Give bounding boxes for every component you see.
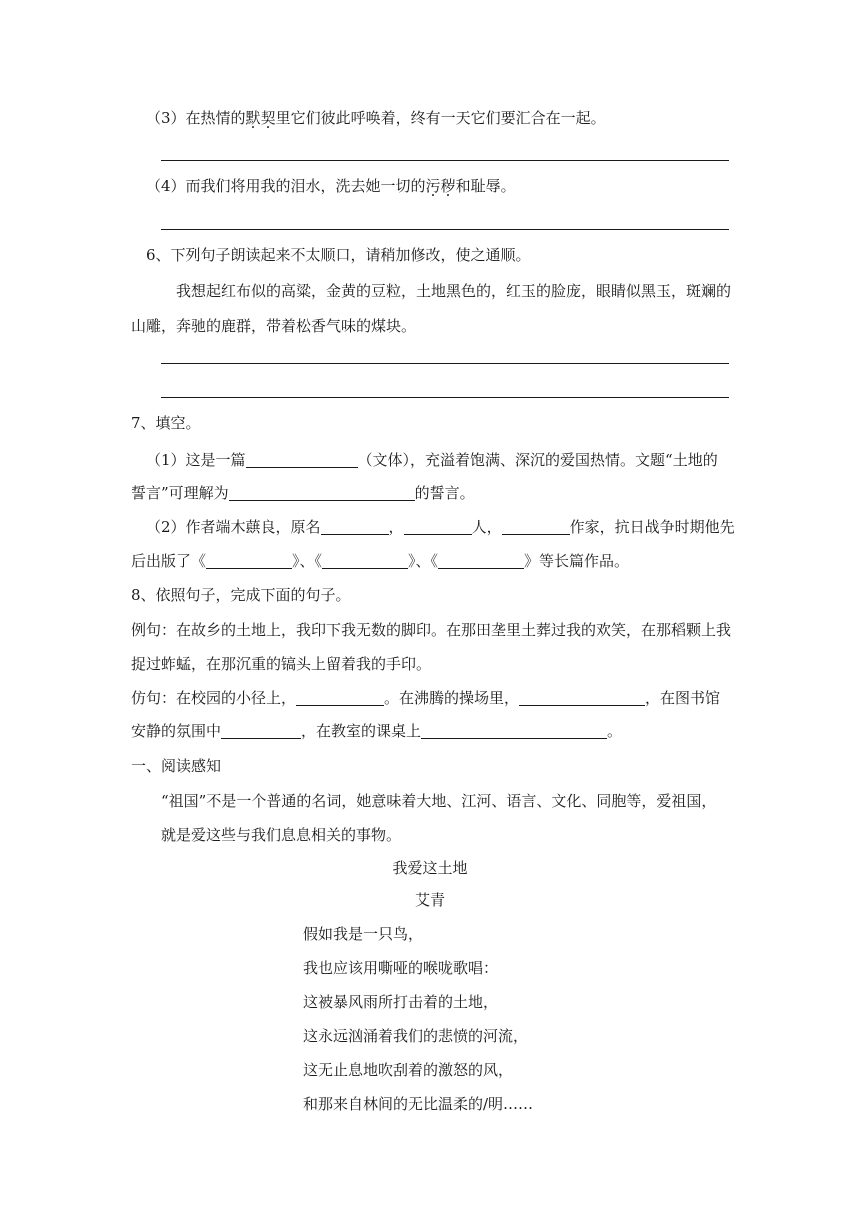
text: 》、《 bbox=[408, 552, 439, 570]
text: 》、《 bbox=[292, 552, 323, 570]
poem-line: 我也应该用嘶哑的喉咙歌唱： bbox=[303, 959, 499, 977]
blank[interactable] bbox=[421, 722, 607, 739]
q8-title: 8、依照句子，完成下面的句子。 bbox=[131, 586, 351, 604]
reading-section-title: 一、阅读感知 bbox=[131, 757, 222, 775]
text: 誓言”可理解为 bbox=[131, 484, 229, 502]
blank[interactable] bbox=[502, 518, 570, 535]
text: 仿句：在校园的小径上， bbox=[131, 689, 297, 707]
blank[interactable] bbox=[438, 552, 524, 569]
blank[interactable] bbox=[321, 518, 389, 535]
q5-item-4 bbox=[146, 176, 516, 196]
text: 。在沸腾的操场里， bbox=[384, 689, 520, 707]
text: 。 bbox=[607, 722, 623, 740]
text: ，在教室的课桌上 bbox=[301, 722, 422, 740]
poem-line: 这无止息地吹刮着的激怒的风， bbox=[303, 1061, 514, 1079]
emphasis-char: 默 bbox=[245, 109, 261, 127]
answer-line bbox=[161, 363, 729, 364]
blank[interactable] bbox=[322, 552, 408, 569]
text: 后出版了《 bbox=[131, 552, 207, 570]
text: ，在图书馆 bbox=[645, 689, 721, 707]
text: 的誓言。 bbox=[414, 484, 475, 502]
q8-imitation-line-2 bbox=[131, 721, 622, 741]
blank[interactable] bbox=[229, 484, 415, 501]
text: 人， bbox=[471, 518, 502, 536]
blank[interactable] bbox=[221, 722, 301, 739]
answer-line bbox=[161, 397, 729, 398]
q7-part-2-line-1 bbox=[146, 517, 735, 537]
reading-intro-line-2: 就是爱这些与我们息息相关的事物。 bbox=[161, 826, 402, 844]
blank[interactable] bbox=[206, 552, 292, 569]
reading-intro-line-1: “祖国”不是一个普通的名词，她意味着大地、江河、语言、文化、同胞等，爱祖国， bbox=[161, 792, 717, 810]
q5-item-4-pre: （4）而我们将用我的泪水，洗去她一切的 bbox=[146, 177, 426, 195]
text: （1）这是一篇 bbox=[146, 451, 246, 469]
text: ， bbox=[388, 518, 404, 536]
q5-item-4-post: 和耻辱。 bbox=[455, 177, 516, 195]
q7-part-2-line-2 bbox=[131, 551, 629, 571]
poem-author: 艾青 bbox=[414, 891, 445, 909]
blank[interactable] bbox=[246, 451, 358, 468]
q5-item-3-pre: （3）在热情的 bbox=[146, 109, 246, 127]
q6-sentence-line-1: 我想起红布似的高粱，金黄的豆粒，土地黑色的，红玉的脸庞，眼睛似黑玉，斑斓的 bbox=[176, 282, 732, 300]
q5-item-3 bbox=[146, 108, 606, 128]
blank[interactable] bbox=[519, 689, 645, 706]
poem-line: 和那来自林间的无比温柔的/明…… bbox=[303, 1095, 534, 1113]
answer-line bbox=[161, 229, 729, 230]
q7-part-1-line-1 bbox=[146, 450, 718, 470]
q8-imitation-line-1 bbox=[131, 688, 720, 708]
emphasis-char: 契 bbox=[260, 109, 276, 127]
text: 安静的氛围中 bbox=[131, 722, 222, 740]
q6-title: 6、下列句子朗读起来不太顺口，请稍加修改，使之通顺。 bbox=[146, 246, 531, 264]
answer-line bbox=[161, 160, 729, 161]
q8-example-line-2: 捉过蚱蜢，在那沉重的镐头上留着我的手印。 bbox=[131, 655, 432, 673]
poem-line: 假如我是一只鸟， bbox=[303, 925, 424, 943]
text: 》等长篇作品。 bbox=[524, 552, 630, 570]
blank[interactable] bbox=[404, 518, 472, 535]
blank[interactable] bbox=[296, 689, 384, 706]
q6-sentence-line-2: 山雕，奔驰的鹿群，带着松香气味的煤块。 bbox=[131, 317, 417, 335]
text: （2）作者端木蕻良，原名 bbox=[146, 518, 321, 536]
q5-item-3-post: 里它们彼此呼唤着，终有一天它们要汇合在一起。 bbox=[275, 109, 606, 127]
poem-line: 这永远汹涌着我们的悲愤的河流， bbox=[303, 1027, 529, 1045]
poem-line: 这被暴风雨所打击着的土地， bbox=[303, 993, 499, 1011]
text: 作家，抗日战争时期他先 bbox=[569, 518, 735, 536]
q7-title: 7、填空。 bbox=[131, 414, 201, 432]
emphasis-char: 污 bbox=[425, 177, 441, 195]
emphasis-char: 秽 bbox=[440, 177, 456, 195]
q8-example-line-1: 例句：在故乡的土地上，我印下我无数的脚印。在那田垄里土葬过我的欢笑，在那稻颗上我 bbox=[131, 621, 732, 639]
q7-part-1-line-2 bbox=[131, 483, 475, 503]
text: （文体），充溢着饱满、深沉的爱国热情。文题“土地的 bbox=[357, 451, 718, 469]
poem-title: 我爱这土地 bbox=[392, 859, 468, 877]
